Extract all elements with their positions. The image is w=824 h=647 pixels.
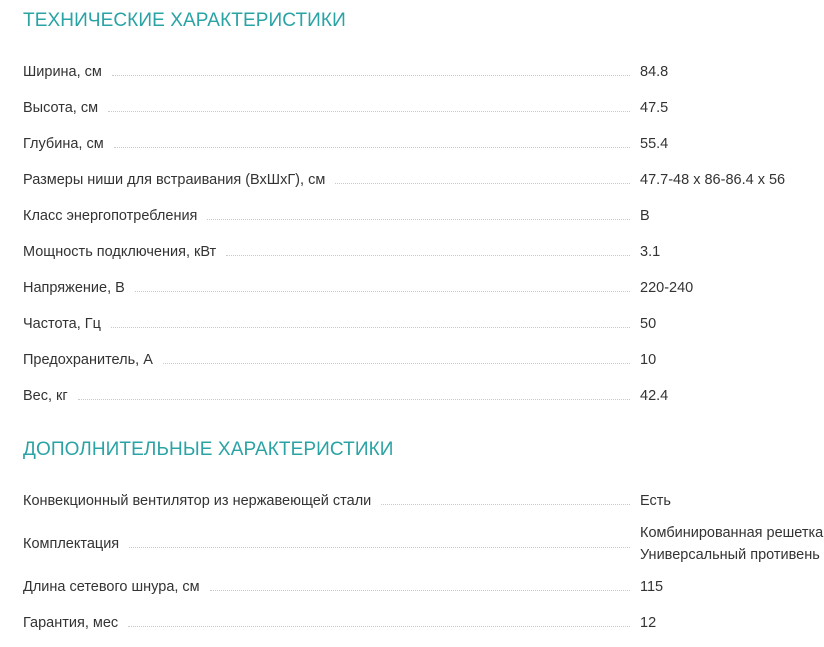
spec-name: Комплектация (23, 535, 129, 553)
technical-specs-section (23, 8, 824, 414)
dotted-leader (78, 399, 630, 400)
spec-value: 50 (640, 316, 657, 332)
dotted-leader (226, 255, 630, 256)
dotted-leader (128, 626, 630, 627)
spec-name: Мощность подключения, кВт (23, 243, 226, 261)
additional-specs-list (23, 483, 824, 641)
technical-specs-title: ТЕХНИЧЕСКИЕ ХАРАКТЕРИСТИКИ (23, 10, 346, 31)
dotted-leader (135, 291, 630, 292)
spec-value: 42.4 (640, 388, 669, 404)
spec-value: 84.8 (640, 64, 669, 80)
spec-name: Размеры ниши для встраивания (ВхШхГ), см (23, 171, 335, 189)
dotted-leader (111, 327, 630, 328)
spec-row-cord-length (23, 569, 824, 605)
spec-name: Напряжение, В (23, 279, 135, 297)
spec-name: Вес, кг (23, 387, 78, 405)
spec-row-frequency (23, 306, 824, 342)
spec-row-warranty (23, 605, 824, 641)
spec-row-niche-dimensions (23, 162, 824, 198)
dotted-leader (207, 219, 630, 220)
spec-name: Частота, Гц (23, 315, 111, 333)
spec-value (640, 522, 824, 566)
spec-row-weight (23, 378, 824, 414)
spec-row-width (23, 54, 824, 90)
spec-value-line: Комбинированная решетка (640, 525, 824, 541)
dotted-leader (210, 590, 630, 591)
dotted-leader (381, 504, 630, 505)
spec-value: 220-240 (640, 280, 694, 296)
spec-value: Есть (640, 493, 671, 509)
spec-row-fuse (23, 342, 824, 378)
spec-name: Длина сетевого шнура, см (23, 578, 210, 596)
spec-row-energy-class (23, 198, 824, 234)
spec-value: 12 (640, 615, 657, 631)
additional-specs-section (23, 437, 824, 641)
technical-specs-list (23, 54, 824, 414)
spec-value: 47.5 (640, 100, 669, 116)
dotted-leader (112, 75, 630, 76)
spec-value: 55.4 (640, 136, 669, 152)
spec-row-depth (23, 126, 824, 162)
spec-name: Гарантия, мес (23, 614, 128, 632)
spec-row-convection-fan (23, 483, 824, 519)
dotted-leader (163, 363, 630, 364)
spec-row-voltage (23, 270, 824, 306)
spec-row-package-contents (23, 519, 824, 569)
spec-name: Конвекционный вентилятор из нержавеющей стали (23, 492, 381, 510)
spec-name: Глубина, см (23, 135, 114, 153)
spec-value: 10 (640, 352, 657, 368)
spec-row-height (23, 90, 824, 126)
spec-row-power (23, 234, 824, 270)
dotted-leader (114, 147, 630, 148)
spec-value: B (640, 208, 650, 224)
dotted-leader (335, 183, 630, 184)
spec-name: Предохранитель, А (23, 351, 163, 369)
spec-name: Класс энергопотребления (23, 207, 207, 225)
spec-value-line: Универсальный противень (640, 547, 820, 563)
spec-name: Высота, см (23, 99, 108, 117)
additional-specs-title: ДОПОЛНИТЕЛЬНЫЕ ХАРАКТЕРИСТИКИ (23, 439, 394, 460)
spec-value: 47.7-48 x 86-86.4 x 56 (640, 172, 786, 188)
dotted-leader (108, 111, 630, 112)
dotted-leader (129, 547, 630, 548)
spec-value: 115 (640, 579, 664, 595)
spec-name: Ширина, см (23, 63, 112, 81)
spec-value: 3.1 (640, 244, 661, 260)
